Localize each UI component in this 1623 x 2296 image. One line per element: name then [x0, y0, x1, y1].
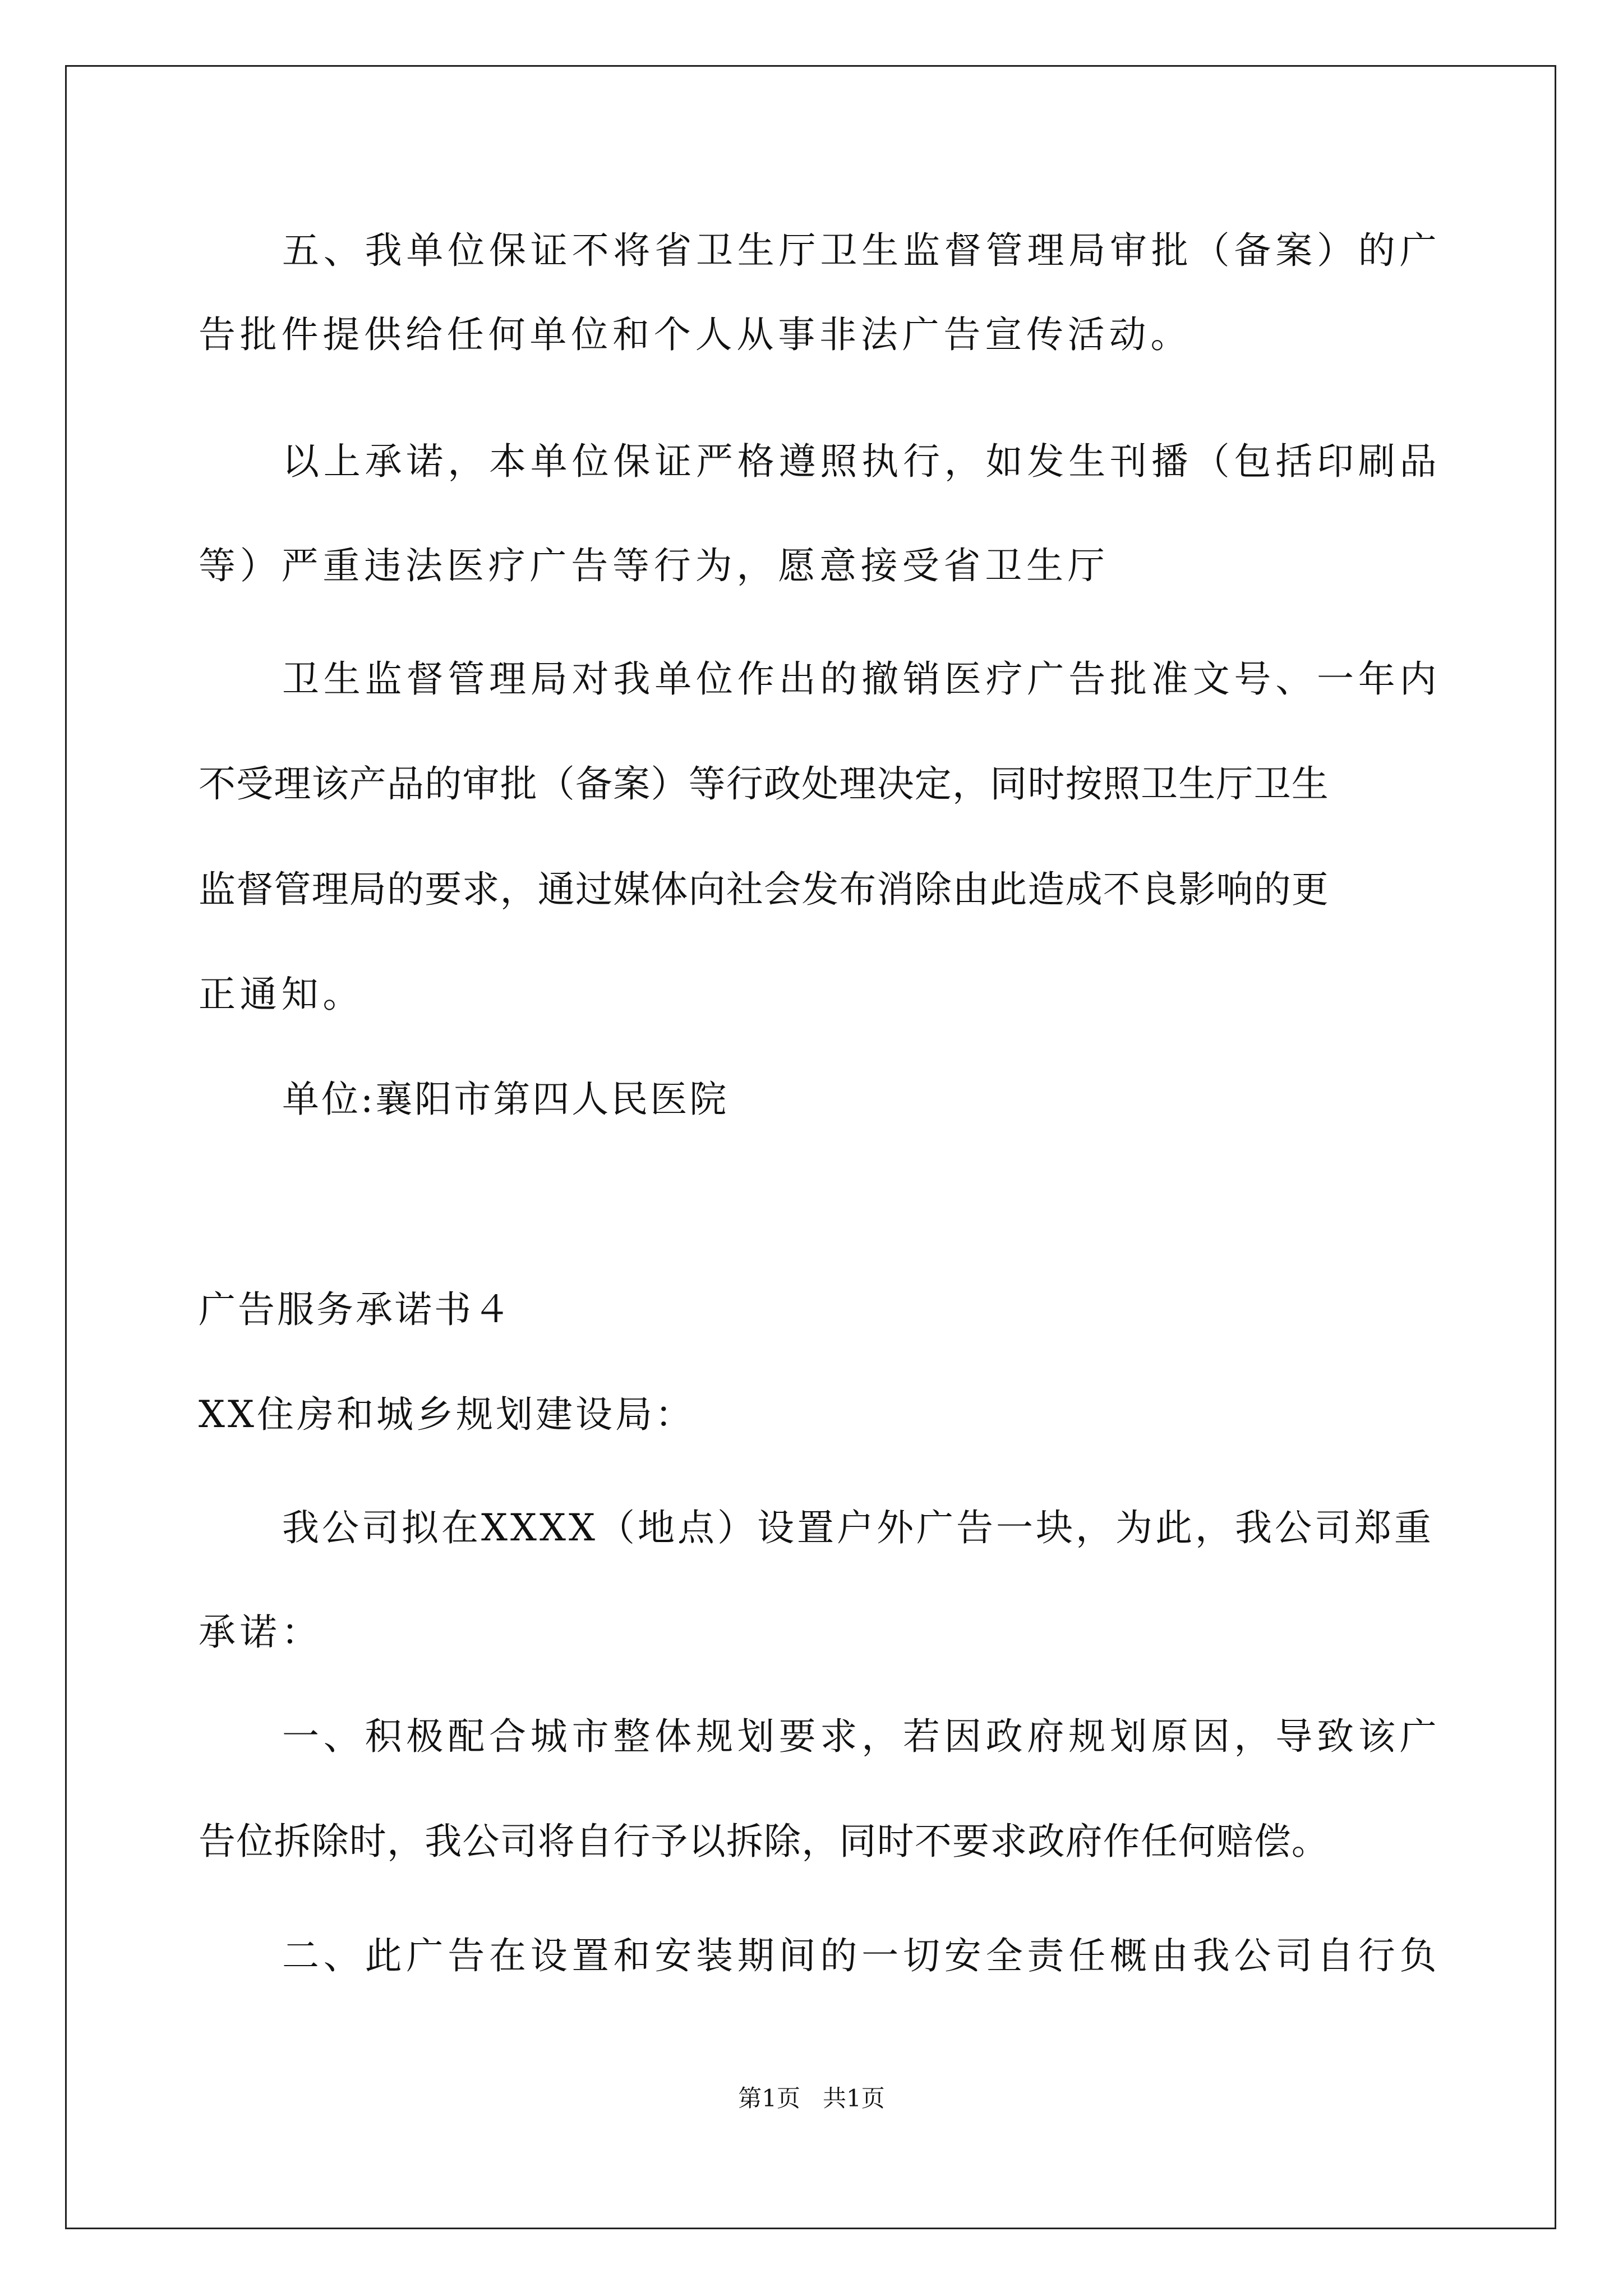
text-line: 五、我单位保证不将省卫生厅卫生监督管理局审批（备案）的广 — [282, 229, 1441, 272]
addressee-line: XX住房和城乡规划建设局： — [199, 1393, 695, 1436]
page-number: 第1页 — [738, 2085, 800, 2112]
section-heading: 广告服务承诺书４ — [199, 1288, 513, 1331]
text-line: 不受理该产品的审批（备案）等行政处理决定，同时按照卫生厅卫生 — [199, 762, 1329, 806]
page-total: 共1页 — [823, 2085, 885, 2112]
page-footer — [0, 2087, 1623, 2110]
text-line: 告批件提供给任何单位和个人从事非法广告宣传活动。 — [199, 313, 1192, 356]
text-line: 承诺： — [199, 1611, 323, 1654]
text-line: 监督管理局的要求，通过媒体向社会发布消除由此造成不良影响的更 — [199, 868, 1329, 911]
text-line: 二、此广告在设置和安装期间的一切安全责任概由我公司自行负 — [282, 1934, 1441, 1977]
page-border — [65, 65, 1556, 2229]
text-line: 一、积极配合城市整体规划要求，若因政府规划原因，导致该广 — [282, 1715, 1441, 1758]
text-line: 告位拆除时，我公司将自行予以拆除，同时不要求政府作任何赔偿。 — [199, 1820, 1329, 1863]
text-line: 正通知。 — [199, 973, 365, 1016]
text-line: 我公司拟在XXXX（地点）设置户外广告一块，为此，我公司郑重 — [282, 1506, 1434, 1549]
text-line: 以上承诺，本单位保证严格遵照执行，如发生刊播（包括印刷品 — [282, 440, 1441, 483]
text-line: 卫生监督管理局对我单位作出的撤销医疗广告批准文号、一年内 — [282, 657, 1441, 701]
text-line: 等）严重违法医疗广告等行为，愿意接受省卫生厅 — [199, 544, 1109, 587]
text-line: 单位:襄阳市第四人民医院 — [282, 1078, 729, 1121]
